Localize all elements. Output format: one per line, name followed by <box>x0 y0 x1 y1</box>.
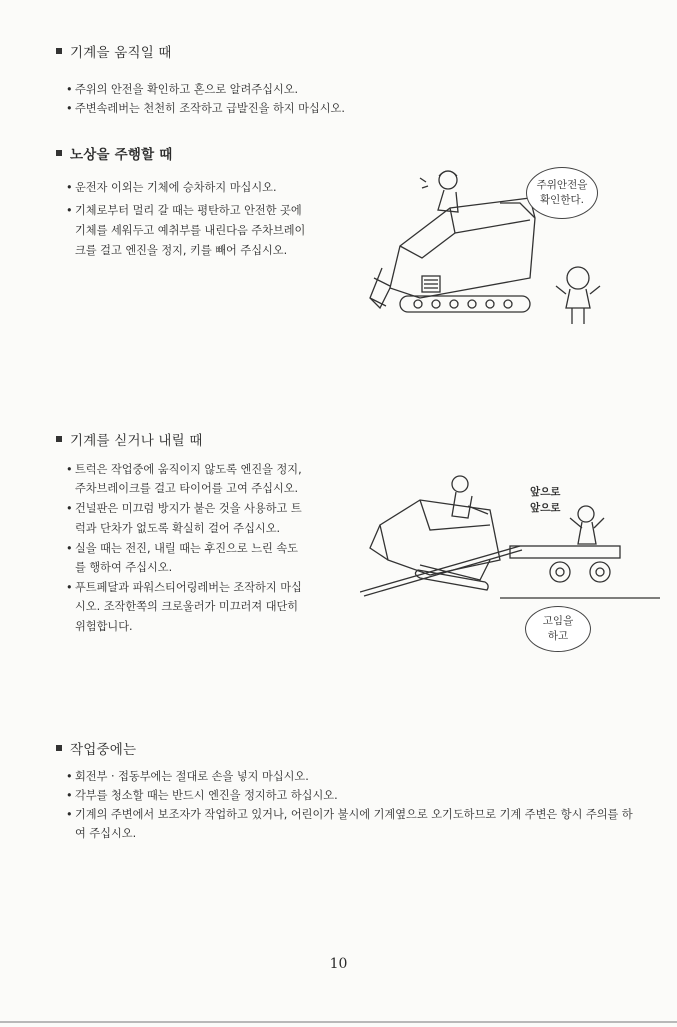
heading-text: 작업중에는 <box>70 742 137 758</box>
bullet-square <box>56 150 62 156</box>
bubble-line: 확인한다. <box>540 194 584 206</box>
harvester-road-illustration <box>360 158 660 333</box>
list-item: • 운전자 이외는 기체에 승차하지 마십시오. <box>66 178 316 198</box>
list-item: • 트럭은 작업중에 움직이지 않도록 엔진을 정지, 주차브레이크를 걸고 타이어를 고여 주십시오. <box>66 460 311 498</box>
speech-bubble-chock <box>525 606 591 652</box>
heading-text: 기계을 움직일 때 <box>70 45 172 61</box>
list-item: • 실을 때는 전진, 내릴 때는 후진으로 느린 속도 를 행하여 주십시오. <box>66 539 311 577</box>
bubble-line: 고임을 <box>542 615 574 627</box>
section-heading-moving <box>56 41 172 61</box>
signal-line: 앞으로 <box>530 502 561 514</box>
page-edge <box>0 1021 677 1023</box>
section-list-moving <box>66 80 396 118</box>
section-heading-loading <box>56 429 203 449</box>
heading-text: 노상을 주행할 때 <box>70 147 173 163</box>
section-list-loading <box>66 460 311 636</box>
list-item: • 기체로부터 멀리 갈 때는 평탄하고 안전한 곳에 기체를 세워두고 예취부를 내린다음 주차브레이크를 걸고 엔진을 정지, 키를 빼어 주십시오. <box>66 201 316 261</box>
bubble-line: 하고 <box>547 630 569 642</box>
section-heading-road <box>56 143 173 163</box>
bullet-square <box>56 745 62 751</box>
list-item: • 푸트페달과 파워스티어링레버는 조작하지 마십 시오. 조작한쪽의 크로울러가 미끄러져 대단히 위험합니다. <box>66 578 311 636</box>
list-item: • 기계의 주변에서 보조자가 작업하고 있거나, 어린이가 불시에 기계옆으로 오기도하므로 기계 주변은 항시 주의를 하여 주십시오. <box>66 805 641 843</box>
harvester-loading-illustration <box>360 470 665 605</box>
bullet-square <box>56 48 62 54</box>
list-item: • 각부를 청소할 때는 반드시 엔진을 정지하고 하십시오. <box>66 786 641 805</box>
section-list-road <box>66 178 316 261</box>
bullet-square <box>56 436 62 442</box>
signal-line: 앞으로 <box>530 486 561 498</box>
list-item: • 회전부 · 접동부에는 절대로 손을 넣지 마십시오. <box>66 767 641 786</box>
signal-text <box>530 484 560 516</box>
list-item: • 주위의 안전을 확인하고 혼으로 알려주십시오. <box>66 80 396 99</box>
list-item: • 건널판은 미끄럼 방지가 붙은 것을 사용하고 트럭과 단차가 없도록 확실히 걸어 주십시오. <box>66 499 311 537</box>
speech-bubble-safety <box>526 167 598 219</box>
section-list-working <box>66 767 641 843</box>
list-item: • 주변속레버는 천천히 조작하고 급발진을 하지 마십시오. <box>66 99 396 118</box>
page-number: 10 <box>329 956 348 972</box>
bubble-line: 주위안전을 <box>536 179 588 191</box>
section-heading-working <box>56 738 136 758</box>
heading-text: 기계를 싣거나 내릴 때 <box>70 433 203 449</box>
